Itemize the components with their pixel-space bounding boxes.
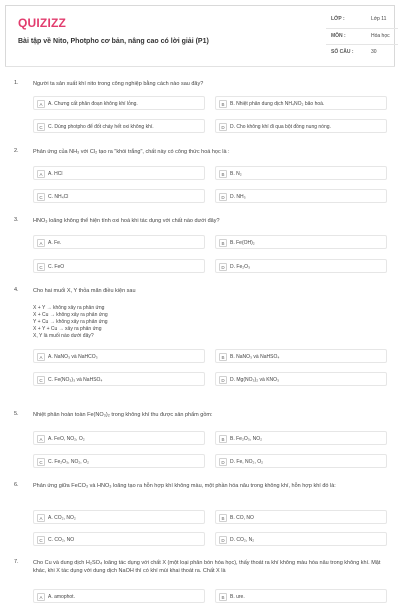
option-b[interactable] <box>215 96 387 110</box>
option-letter: B <box>219 170 227 178</box>
option-letter: B <box>219 593 227 601</box>
option-a[interactable] <box>33 349 205 363</box>
option-letter: B <box>219 100 227 108</box>
option-c[interactable] <box>33 532 205 546</box>
option-d[interactable] <box>215 372 387 386</box>
option-a[interactable] <box>33 235 205 249</box>
option-a[interactable] <box>33 96 205 110</box>
meta-label: MÔN : <box>331 33 346 39</box>
option-text: A. Chưng cất phân đoạn không khí lỏng. <box>48 101 138 107</box>
option-text: A. NaNO₃ và NaHCO₃ <box>48 354 98 360</box>
option-c[interactable] <box>33 189 205 203</box>
option-text: B. Fe₂O₃, NO₂ <box>230 436 263 442</box>
option-letter: C <box>37 123 45 131</box>
option-letter: C <box>37 536 45 544</box>
question-number: 4. <box>14 287 19 293</box>
option-a[interactable] <box>33 166 205 180</box>
option-d[interactable] <box>215 189 387 203</box>
option-letter: B <box>219 435 227 443</box>
option-b[interactable] <box>215 349 387 363</box>
question-number: 6. <box>14 482 19 488</box>
option-c[interactable] <box>33 119 205 133</box>
question-number: 3. <box>14 217 19 223</box>
option-text: D. Fe, NO₂, O₂ <box>230 459 264 465</box>
option-text: A. amophot. <box>48 594 75 600</box>
question-number: 2. <box>14 148 19 154</box>
option-text: A. FeO, NO₂, O₂ <box>48 436 85 442</box>
option-letter: D <box>219 263 227 271</box>
option-letter: D <box>219 536 227 544</box>
option-a[interactable] <box>33 589 205 603</box>
option-letter: D <box>219 376 227 384</box>
option-letter: D <box>219 193 227 201</box>
option-letter: A <box>37 170 45 178</box>
option-text: D. Mg(NO₃)₂ và KNO₃ <box>230 377 280 383</box>
option-letter: A <box>37 353 45 361</box>
option-text: C. CO₂, NO <box>48 537 75 543</box>
option-text: B. N₂ <box>230 171 242 177</box>
option-text: C. FeO <box>48 264 65 270</box>
option-d[interactable] <box>215 259 387 273</box>
option-letter: C <box>37 193 45 201</box>
option-text: A. HCl <box>48 171 63 177</box>
option-b[interactable] <box>215 589 387 603</box>
condition-line: X + Y + Cu → xảy ra phản ứng <box>33 326 102 332</box>
option-d[interactable] <box>215 119 387 133</box>
worksheet-title: Bài tập về Nito, Photpho cơ bản, nâng cao có lời giải (P1) <box>18 38 209 45</box>
condition-line: X, Y là muối nào dưới đây? <box>33 333 94 339</box>
option-a[interactable] <box>33 431 205 445</box>
question-text: Cho hai muối X, Y thỏa mãn điều kiện sau <box>33 288 136 294</box>
option-text: D. Cho không khí đi qua bột đồng nung nóng. <box>230 124 331 130</box>
option-text: A. CO₂, NO₂ <box>48 515 76 521</box>
option-b[interactable] <box>215 431 387 445</box>
option-text: B. Nhiệt phân dung dịch NH₄NO₂ bão hoà. <box>230 101 325 107</box>
meta-label: LỚP : <box>331 16 345 22</box>
question-text: HNO₃ loãng không thể hiện tính oxi hoá khi tác dụng với chất nào dưới đây? <box>33 218 220 224</box>
option-d[interactable] <box>215 532 387 546</box>
question-text: Cho Cu và dung dịch H₂SO₄ loãng tác dụng với chất X (một loại phân bón hóa học), thấy thoát ra khí không màu hóa nâu trong không khí. Mặt khác, khi X tác dụng với dung dịch NaOH thì có khí mùi khai thoát ra. Chất X là <box>33 560 381 574</box>
header-divider <box>5 66 395 67</box>
option-letter: A <box>37 239 45 247</box>
worksheet-header <box>5 5 395 67</box>
option-letter: B <box>219 353 227 361</box>
question-text: Người ta sản xuất khí nito trong công nghiệp bằng cách nào sau đây? <box>33 81 204 87</box>
option-letter: C <box>37 458 45 466</box>
option-letter: A <box>37 514 45 522</box>
meta-value: Lớp 11 <box>371 16 387 22</box>
question-text: Phản ứng giữa FeCO₃ và HNO₃ loãng tạo ra hỗn hợp khí không màu, một phần hóa nâu trong không khí, hỗn hợp khí đó là: <box>33 483 336 489</box>
option-text: D. CO₂, N₂ <box>230 537 255 543</box>
option-b[interactable] <box>215 235 387 249</box>
meta-value: 30 <box>371 49 377 55</box>
option-letter: D <box>219 123 227 131</box>
option-c[interactable] <box>33 454 205 468</box>
option-text: C. Fe₂O₃, NO₂, O₂ <box>48 459 89 465</box>
option-text: C. Fe(NO₃)₃ và NaHSO₄ <box>48 377 103 383</box>
option-text: C. NH₄Cl <box>48 194 69 200</box>
option-text: D. NH₃ <box>230 194 246 200</box>
option-text: A. Fe. <box>48 240 62 246</box>
option-letter: C <box>37 376 45 384</box>
option-text: B. CO, NO <box>230 515 254 521</box>
option-text: C. Dùng photpho để đốt cháy hết oxi không khí. <box>48 124 154 130</box>
option-text: B. Fe(OH)₂ <box>230 240 255 246</box>
option-letter: D <box>219 458 227 466</box>
option-text: B. NaNO₃ và NaHSO₄ <box>230 354 280 360</box>
option-letter: B <box>219 514 227 522</box>
condition-line: X + Cu → không xảy ra phản ứng <box>33 312 108 318</box>
option-a[interactable] <box>33 510 205 524</box>
meta-value: Hóa học <box>371 33 390 39</box>
option-b[interactable] <box>215 510 387 524</box>
question-number: 5. <box>14 411 19 417</box>
option-c[interactable] <box>33 259 205 273</box>
question-text: Nhiệt phân hoàn toàn Fe(NO₃)₂ trong không khí thu được sản phẩm gồm: <box>33 412 213 418</box>
question-text: Phản ứng của NH₃ với Cl₂ tạo ra "khói trắng", chất này có công thức hoá học là : <box>33 149 230 155</box>
condition-line: X + Y → không xảy ra phản ứng <box>33 305 105 311</box>
option-letter: A <box>37 435 45 443</box>
option-letter: B <box>219 239 227 247</box>
quizizz-logo: QUIZIZZ <box>18 16 67 30</box>
option-b[interactable] <box>215 166 387 180</box>
option-letter: A <box>37 100 45 108</box>
option-text: D. Fe₂O₃ <box>230 264 251 270</box>
question-number: 1. <box>14 80 19 86</box>
option-d[interactable] <box>215 454 387 468</box>
option-text: B. ure. <box>230 594 245 600</box>
option-c[interactable] <box>33 372 205 386</box>
option-letter: A <box>37 593 45 601</box>
condition-line: Y + Cu → không xảy ra phản ứng <box>33 319 108 325</box>
option-letter: C <box>37 263 45 271</box>
question-number: 7. <box>14 559 19 565</box>
meta-label: SỐ CÂU : <box>331 49 354 55</box>
